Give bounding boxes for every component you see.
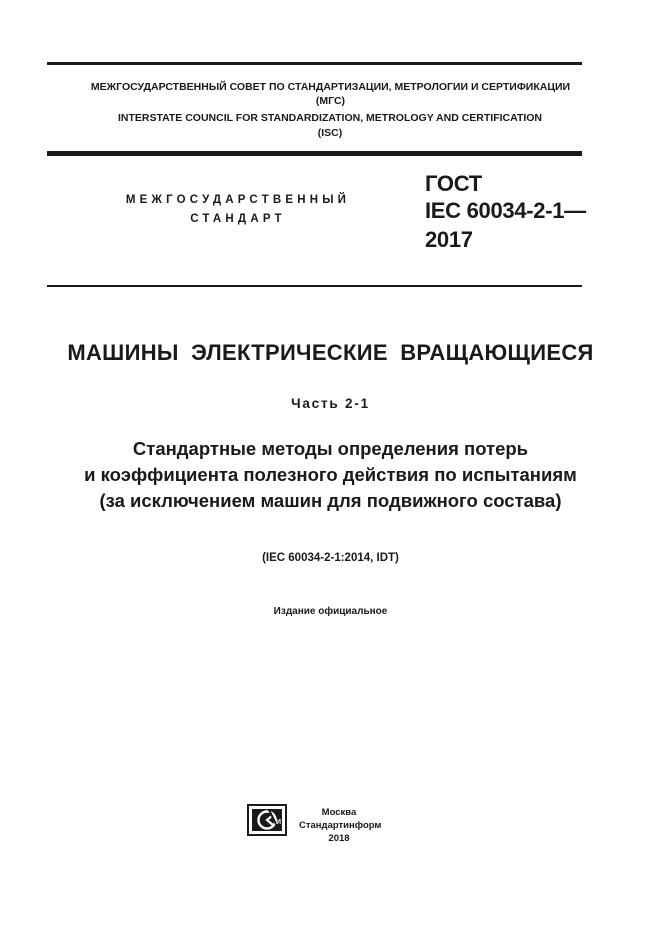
edition-note: Издание официальное [273, 606, 388, 617]
section-rule [47, 285, 582, 287]
document-title: МАШИНЫ ЭЛЕКТРИЧЕСКИЕ ВРАЩАЮЩИЕСЯ [67, 340, 594, 365]
standard-label-line1: МЕЖГОСУДАРСТВЕННЫЙ [125, 194, 351, 206]
subtitle-line2: и коэффициента полезного действия по испытаниям [84, 464, 577, 485]
top-rule [47, 62, 582, 65]
standard-label-line2: СТАНДАРТ [190, 213, 286, 225]
council-ru-abbr: (МГС) [315, 95, 346, 107]
subtitle-line1: Стандартные методы определения потерь [132, 438, 529, 459]
document-part: Часть 2-1 [291, 396, 370, 411]
header-rule [47, 151, 582, 156]
council-en-name: INTERSTATE COUNCIL FOR STANDARDIZATION, METROLOGY AND CERTIFICATION [117, 112, 543, 124]
publisher-name: Стандартинформ [299, 820, 382, 831]
publisher-block [299, 806, 382, 845]
svg-text:И: И [276, 819, 282, 826]
publisher-year: 2018 [328, 833, 350, 844]
publisher-city: Москва [321, 807, 357, 818]
gost-code-line1: ГОСТ [425, 171, 482, 196]
standartinform-logo [247, 804, 287, 836]
subtitle-line3: (за исключением машин для подвижного состава) [99, 490, 562, 511]
equivalence-note: (IEC 60034-2-1:2014, IDT) [262, 552, 399, 564]
gost-code-line2: IEC 60034-2-1— [425, 198, 586, 223]
council-en-abbr: (ISC) [317, 127, 343, 139]
gost-code-line3: 2017 [425, 227, 473, 252]
council-ru-name: МЕЖГОСУДАРСТВЕННЫЙ СОВЕТ ПО СТАНДАРТИЗАЦИИ, МЕТРОЛОГИИ И СЕРТИФИКАЦИИ [90, 81, 571, 93]
